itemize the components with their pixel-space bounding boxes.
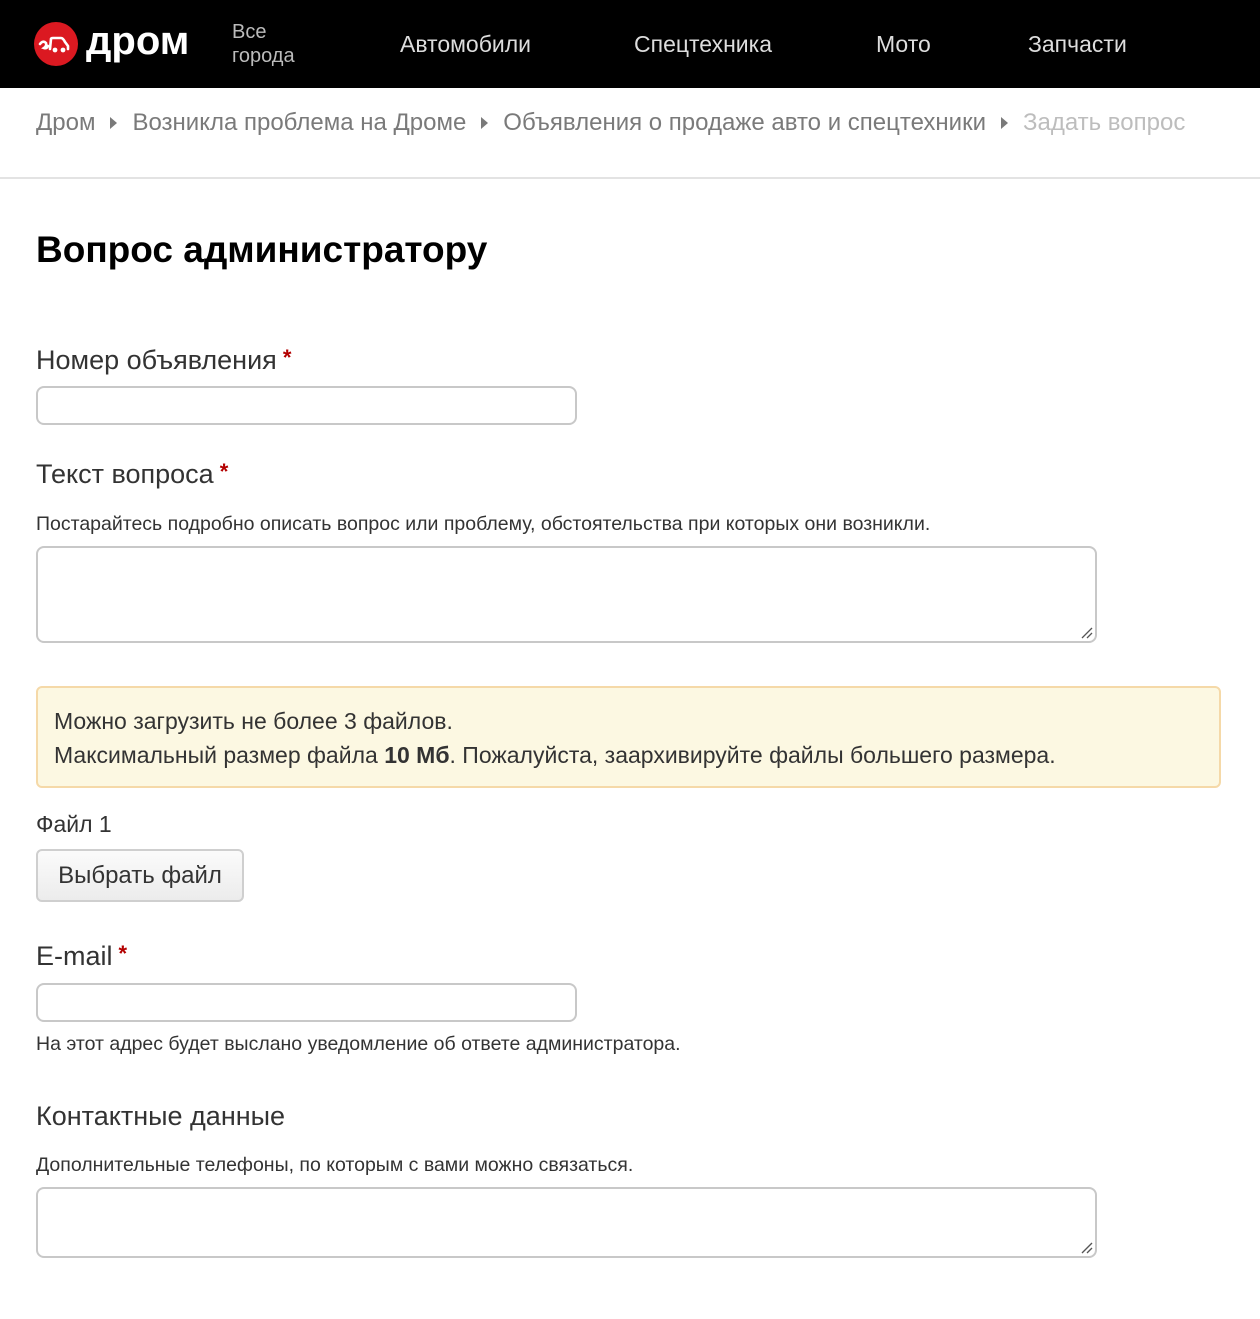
question-label: [36, 458, 228, 490]
contacts-hint: Дополнительные телефоны, по которым с вами можно связаться.: [36, 1154, 634, 1176]
nav-parts[interactable]: Запчасти: [1028, 31, 1127, 57]
notice-line-2: [54, 738, 1219, 772]
ad-number-label-text: Номер объявления: [36, 345, 277, 375]
question-hint: Постарайтесь подробно описать вопрос или проблему, обстоятельства при которых они возникли.: [36, 513, 931, 535]
resize-grip-icon[interactable]: [1079, 1240, 1093, 1254]
triangle-right-icon: [481, 117, 488, 129]
drom-logo[interactable]: [34, 20, 189, 68]
top-navigation-bar: [0, 0, 1260, 88]
email-input[interactable]: [36, 983, 577, 1022]
breadcrumb-item-problem[interactable]: Возникла проблема на Дроме: [132, 109, 467, 136]
nav-cars[interactable]: Автомобили: [400, 31, 532, 57]
nav-special-equipment[interactable]: Спецтехника: [634, 31, 772, 57]
question-textarea[interactable]: [36, 546, 1097, 643]
breadcrumb-item-drom[interactable]: Дром: [36, 109, 96, 136]
notice-line-2-suffix: . Пожалуйста, заархивируйте файлы большего размера.: [449, 742, 1056, 768]
nav-moto[interactable]: Мото: [876, 31, 931, 57]
resize-grip-icon[interactable]: [1079, 625, 1093, 639]
notice-line-1: Можно загрузить не более 3 файлов.: [54, 708, 453, 734]
drom-car-logo-icon: [34, 22, 78, 66]
divider: [0, 177, 1260, 179]
question-label-text: Текст вопроса: [36, 459, 214, 489]
city-line-2: города: [232, 45, 295, 67]
choose-file-button[interactable]: Выбрать файл: [36, 849, 244, 902]
required-mark: *: [219, 459, 229, 484]
email-label-text: E-mail: [36, 941, 113, 971]
ad-number-input[interactable]: [36, 386, 577, 425]
notice-line-2-prefix: Максимальный размер файла: [54, 742, 385, 768]
ad-number-label: [36, 344, 291, 376]
breadcrumb: [36, 108, 1185, 138]
city-selector[interactable]: [232, 20, 295, 68]
triangle-right-icon: [110, 117, 117, 129]
triangle-right-icon: [1001, 117, 1008, 129]
contacts-textarea[interactable]: [36, 1187, 1097, 1258]
page-title: Вопрос администратору: [36, 229, 488, 270]
notice-max-size: 10 Мб: [384, 742, 450, 768]
breadcrumb-item-ads[interactable]: Объявления о продаже авто и спецтехники: [503, 109, 986, 136]
contacts-label: Контактные данные: [36, 1101, 286, 1131]
city-line-1: Все: [232, 21, 267, 43]
breadcrumb-current: Задать вопрос: [1022, 109, 1186, 136]
file1-label: Файл 1: [36, 811, 112, 837]
email-hint: На этот адрес будет выслано уведомление об ответе администратора.: [36, 1033, 681, 1055]
email-label: [36, 940, 127, 972]
required-mark: *: [282, 345, 292, 370]
required-mark: *: [118, 941, 128, 966]
logo-text: дром: [86, 19, 190, 63]
upload-notice: [36, 686, 1221, 788]
